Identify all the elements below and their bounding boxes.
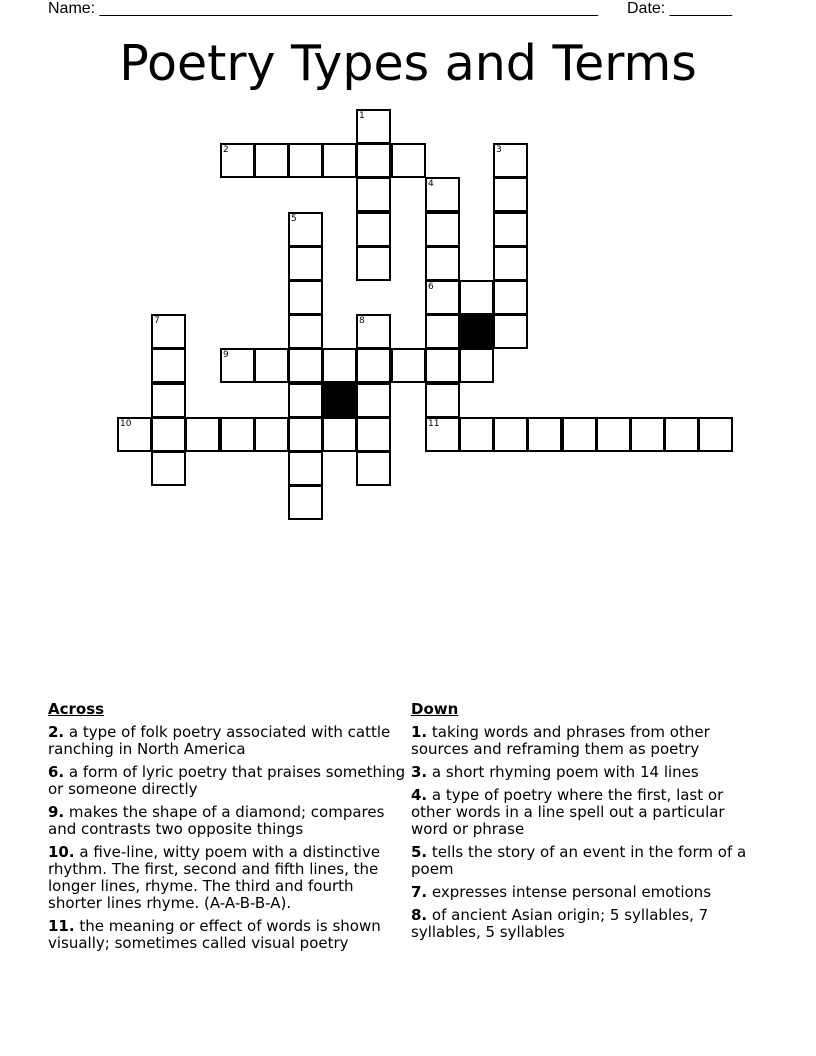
grid-cell[interactable] [562,417,597,452]
clue-text: of ancient Asian origin; 5 syllables, 7 syllables, 5 syllables [411,906,709,941]
clue-number: 5. [411,843,428,861]
grid-cell[interactable] [493,314,528,349]
clue-number: 8. [411,906,428,924]
grid-cell[interactable] [322,417,357,452]
grid-cell[interactable] [288,485,323,520]
grid-cell[interactable] [254,143,289,178]
grid-cell[interactable] [425,348,460,383]
clue-number: 7. [411,883,428,901]
clue-number: 10. [48,843,75,861]
across-clues [48,701,406,958]
clue-across-2 [48,724,406,758]
clue-number: 6. [48,763,65,781]
grid-cell[interactable] [356,383,391,418]
cell-number: 10 [120,419,132,429]
cell-number: 1 [359,111,365,121]
grid-cell[interactable] [117,417,152,452]
cell-number: 11 [428,419,440,429]
grid-cell[interactable] [493,417,528,452]
grid-cell[interactable] [288,314,323,349]
grid-cell[interactable] [425,177,460,212]
grid-cell[interactable] [493,212,528,247]
clue-across-6 [48,764,406,798]
grid-cell[interactable] [425,417,460,452]
clue-text: a type of poetry where the first, last or other words in a line spell out a particular word or phrase [411,786,725,838]
cell-number: 8 [359,316,365,326]
grid-cell[interactable] [288,246,323,281]
clue-down-4 [411,787,761,838]
grid-cell[interactable] [356,177,391,212]
cell-number: 9 [223,350,229,360]
grid-cell[interactable] [425,280,460,315]
grid-cell[interactable] [630,417,665,452]
grid-cell[interactable] [151,451,186,486]
down-heading: Down [411,700,459,718]
grid-block [459,314,494,349]
grid-cell[interactable] [527,417,562,452]
grid-cell[interactable] [391,348,426,383]
grid-cell[interactable] [425,383,460,418]
name-field-label: Name: ________________________________________________________ [48,0,598,17]
grid-cell[interactable] [459,417,494,452]
clue-number: 9. [48,803,65,821]
grid-cell[interactable] [493,280,528,315]
grid-cell[interactable] [185,417,220,452]
clue-text: tells the story of an event in the form of a poem [411,843,747,878]
grid-cell[interactable] [664,417,699,452]
grid-cell[interactable] [322,348,357,383]
clue-number: 3. [411,763,428,781]
clue-down-5 [411,844,761,878]
grid-cell[interactable] [220,417,255,452]
clue-down-8 [411,907,761,941]
cell-number: 3 [496,145,502,155]
across-heading: Across [48,700,105,718]
clue-text: makes the shape of a diamond; compares and contrasts two opposite things [48,803,385,838]
grid-cell[interactable] [254,417,289,452]
grid-cell[interactable] [288,212,323,247]
down-clues [411,701,761,947]
clue-across-11 [48,918,406,952]
grid-cell[interactable] [596,417,631,452]
clue-down-7 [411,884,761,901]
grid-cell[interactable] [493,177,528,212]
grid-cell[interactable] [356,212,391,247]
clue-number: 2. [48,723,65,741]
clue-text: a form of lyric poetry that praises something or someone directly [48,763,406,798]
grid-cell[interactable] [288,417,323,452]
clue-text: taking words and phrases from other sources and reframing them as poetry [411,723,710,758]
clue-number: 1. [411,723,428,741]
clue-text: a short rhyming poem with 14 lines [431,763,699,781]
grid-cell[interactable] [288,143,323,178]
grid-cell[interactable] [288,348,323,383]
grid-cell[interactable] [220,348,255,383]
clue-text: the meaning or effect of words is shown visually; sometimes called visual poetry [48,917,381,952]
clue-across-9 [48,804,406,838]
grid-cell[interactable] [356,109,391,144]
grid-cell[interactable] [425,212,460,247]
cell-number: 2 [223,145,229,155]
grid-cell[interactable] [356,417,391,452]
grid-cell[interactable] [288,451,323,486]
cell-number: 5 [291,214,297,224]
grid-cell[interactable] [356,451,391,486]
grid-cell[interactable] [698,417,733,452]
date-field-label: Date: _______ [627,0,732,17]
grid-cell[interactable] [254,348,289,383]
grid-cell[interactable] [493,246,528,281]
cell-number: 6 [428,282,434,292]
grid-cell[interactable] [151,314,186,349]
grid-cell[interactable] [459,348,494,383]
cell-number: 4 [428,179,434,189]
clue-number: 4. [411,786,428,804]
grid-cell[interactable] [151,417,186,452]
page-title: Poetry Types and Terms [119,35,697,92]
grid-cell[interactable] [459,280,494,315]
clue-down-1 [411,724,761,758]
grid-cell[interactable] [220,143,255,178]
grid-cell[interactable] [322,143,357,178]
clue-text: expresses intense personal emotions [431,883,712,901]
grid-cell[interactable] [356,143,391,178]
grid-cell[interactable] [356,348,391,383]
grid-cell[interactable] [151,348,186,383]
grid-cell[interactable] [356,246,391,281]
grid-cell[interactable] [288,383,323,418]
grid-cell[interactable] [151,383,186,418]
grid-cell[interactable] [391,143,426,178]
cell-number: 7 [154,316,160,326]
clue-number: 11. [48,917,75,935]
grid-cell[interactable] [356,314,391,349]
grid-cell[interactable] [425,246,460,281]
grid-cell[interactable] [425,314,460,349]
clue-text: a type of folk poetry associated with cattle ranching in North America [48,723,391,758]
clue-across-10 [48,844,406,912]
clue-down-3 [411,764,761,781]
grid-cell[interactable] [288,280,323,315]
grid-block [322,383,357,418]
grid-cell[interactable] [493,143,528,178]
clue-text: a five-line, witty poem with a distinctive rhythm. The first, second and fifth lines, the longer lines, rhyme. The third and fourth shorter lines rhyme. (A-A-B-B-A). [48,843,381,912]
